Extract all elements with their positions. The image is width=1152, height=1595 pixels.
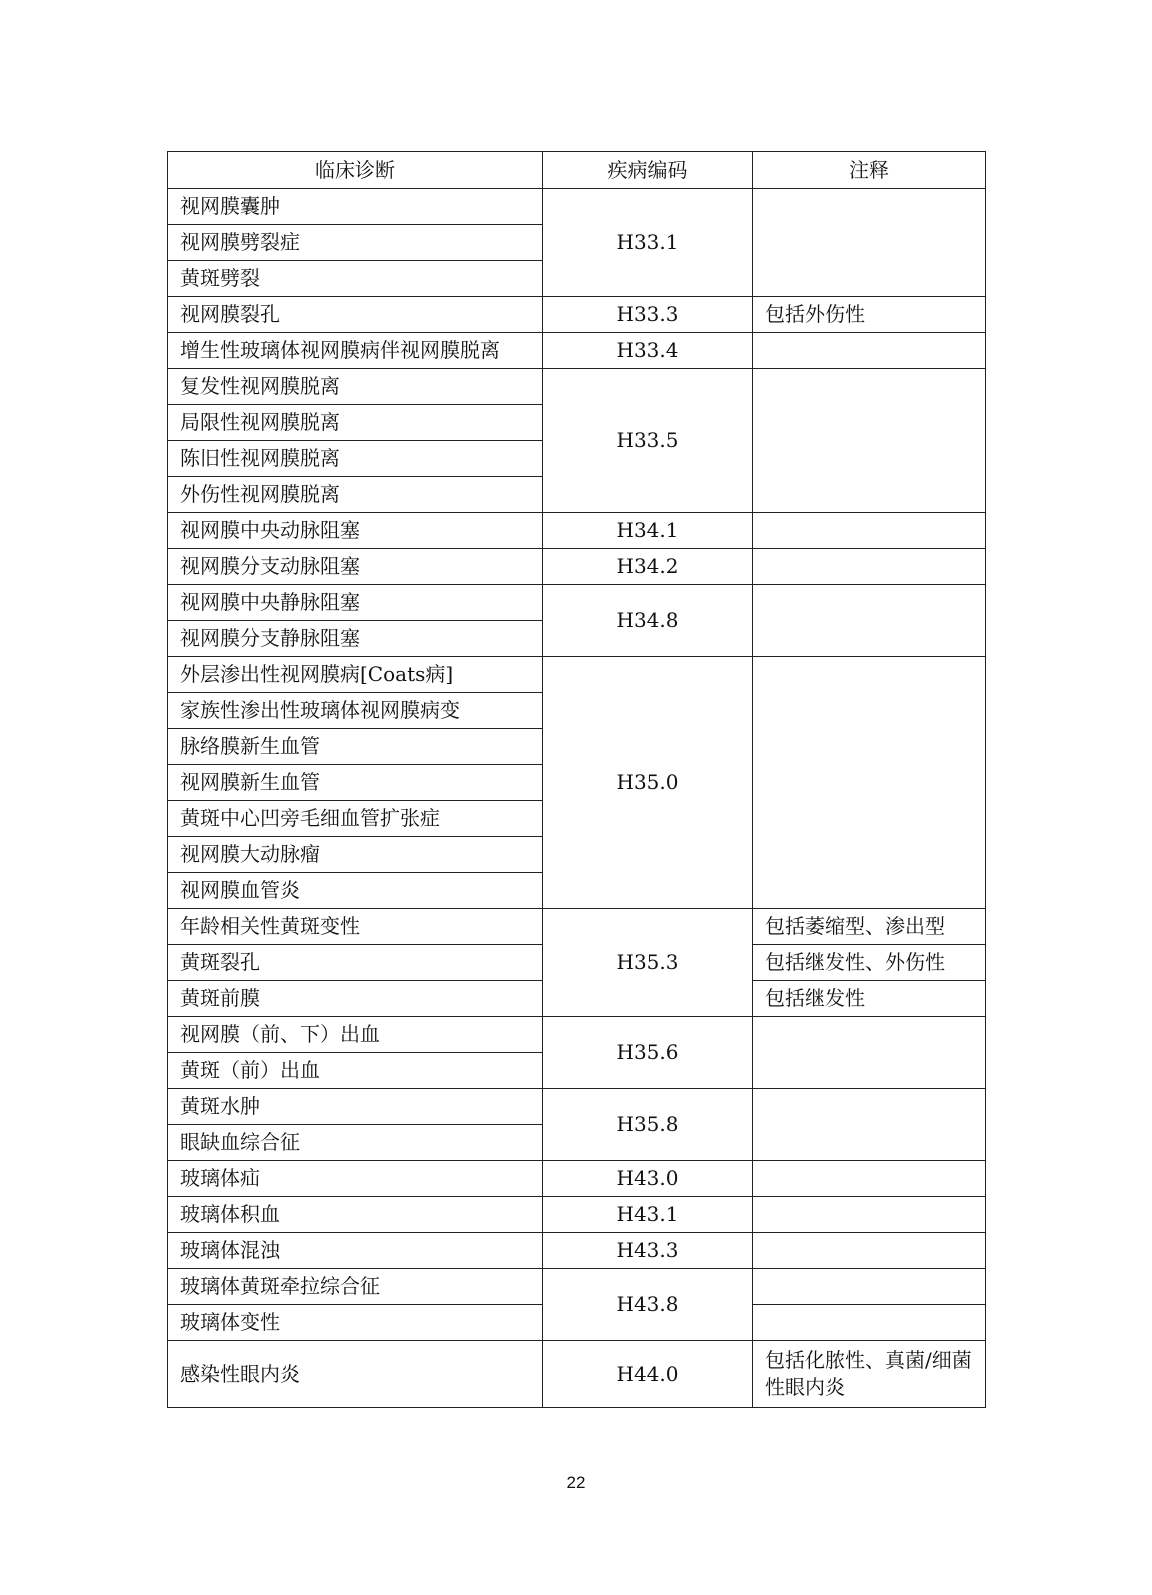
table-row [168, 1161, 986, 1197]
diagnosis-cell: 玻璃体混浊 [168, 1233, 543, 1269]
diagnosis-code-table [167, 151, 986, 1408]
table-header-row [168, 152, 986, 189]
note-cell [753, 1305, 986, 1341]
note-cell [753, 585, 986, 657]
code-cell: H43.3 [543, 1233, 753, 1269]
code-cell: H35.6 [543, 1017, 753, 1089]
code-cell: H43.1 [543, 1197, 753, 1233]
table-row [168, 1269, 986, 1305]
table-row [168, 1341, 986, 1408]
diagnosis-cell: 视网膜中央动脉阻塞 [168, 513, 543, 549]
note-cell [753, 1197, 986, 1233]
diagnosis-cell: 视网膜分支静脉阻塞 [168, 621, 543, 657]
page-number: 22 [566, 1473, 586, 1492]
diagnosis-cell: 黄斑（前）出血 [168, 1053, 543, 1089]
table-row [168, 585, 986, 621]
note-cell [753, 189, 986, 297]
diagnosis-cell: 玻璃体黄斑牵拉综合征 [168, 1269, 543, 1305]
diagnosis-cell: 黄斑前膜 [168, 981, 543, 1017]
code-cell: H34.1 [543, 513, 753, 549]
note-cell: 包括化脓性、真菌/细菌性眼内炎 [753, 1341, 986, 1408]
code-cell: H44.0 [543, 1341, 753, 1408]
note-cell [753, 1269, 986, 1305]
diagnosis-cell: 感染性眼内炎 [168, 1341, 543, 1408]
note-cell [753, 549, 986, 585]
diagnosis-cell: 局限性视网膜脱离 [168, 405, 543, 441]
diagnosis-cell: 复发性视网膜脱离 [168, 369, 543, 405]
note-cell [753, 657, 986, 909]
diagnosis-cell: 外层渗出性视网膜病[Coats病] [168, 657, 543, 693]
note-cell: 包括继发性 [753, 981, 986, 1017]
header-code: 疾病编码 [543, 152, 753, 189]
diagnosis-cell: 玻璃体变性 [168, 1305, 543, 1341]
table-row [168, 513, 986, 549]
code-cell: H35.0 [543, 657, 753, 909]
diagnosis-cell: 家族性渗出性玻璃体视网膜病变 [168, 693, 543, 729]
note-cell [753, 1017, 986, 1089]
code-cell: H33.1 [543, 189, 753, 297]
table-row [168, 1197, 986, 1233]
code-cell: H34.2 [543, 549, 753, 585]
diagnosis-cell: 视网膜（前、下）出血 [168, 1017, 543, 1053]
table-row [168, 909, 986, 945]
diagnosis-cell: 增生性玻璃体视网膜病伴视网膜脱离 [168, 333, 543, 369]
note-cell [753, 1161, 986, 1197]
note-cell [753, 513, 986, 549]
diagnosis-cell: 视网膜劈裂症 [168, 225, 543, 261]
note-cell: 包括继发性、外伤性 [753, 945, 986, 981]
diagnosis-cell: 黄斑中心凹旁毛细血管扩张症 [168, 801, 543, 837]
diagnosis-cell: 视网膜囊肿 [168, 189, 543, 225]
diagnosis-cell: 外伤性视网膜脱离 [168, 477, 543, 513]
diagnosis-cell: 视网膜大动脉瘤 [168, 837, 543, 873]
table-row [168, 1233, 986, 1269]
note-cell [753, 1233, 986, 1269]
diagnosis-cell: 视网膜裂孔 [168, 297, 543, 333]
diagnosis-cell: 脉络膜新生血管 [168, 729, 543, 765]
header-diagnosis: 临床诊断 [168, 152, 543, 189]
diagnosis-cell: 黄斑水肿 [168, 1089, 543, 1125]
diagnosis-cell: 黄斑劈裂 [168, 261, 543, 297]
table-row [168, 549, 986, 585]
code-cell: H43.8 [543, 1269, 753, 1341]
diagnosis-cell: 视网膜分支动脉阻塞 [168, 549, 543, 585]
diagnosis-cell: 眼缺血综合征 [168, 1125, 543, 1161]
code-cell: H33.5 [543, 369, 753, 513]
diagnosis-cell: 视网膜新生血管 [168, 765, 543, 801]
note-cell: 包括外伤性 [753, 297, 986, 333]
diagnosis-cell: 陈旧性视网膜脱离 [168, 441, 543, 477]
code-cell: H33.3 [543, 297, 753, 333]
table-row [168, 657, 986, 693]
table-row [168, 297, 986, 333]
code-cell: H35.8 [543, 1089, 753, 1161]
diagnosis-cell: 玻璃体疝 [168, 1161, 543, 1197]
table-row [168, 1017, 986, 1053]
diagnosis-cell: 视网膜中央静脉阻塞 [168, 585, 543, 621]
code-cell: H34.8 [543, 585, 753, 657]
code-cell: H35.3 [543, 909, 753, 1017]
note-cell [753, 333, 986, 369]
code-cell: H43.0 [543, 1161, 753, 1197]
table-row [168, 1089, 986, 1125]
diagnosis-cell: 玻璃体积血 [168, 1197, 543, 1233]
header-note: 注释 [753, 152, 986, 189]
note-cell: 包括萎缩型、渗出型 [753, 909, 986, 945]
table-row [168, 369, 986, 405]
code-cell: H33.4 [543, 333, 753, 369]
diagnosis-cell: 黄斑裂孔 [168, 945, 543, 981]
diagnosis-cell: 年龄相关性黄斑变性 [168, 909, 543, 945]
note-cell [753, 1089, 986, 1161]
note-cell [753, 369, 986, 513]
table-row [168, 189, 986, 225]
table-row [168, 333, 986, 369]
diagnosis-cell: 视网膜血管炎 [168, 873, 543, 909]
table-body [168, 189, 986, 1408]
